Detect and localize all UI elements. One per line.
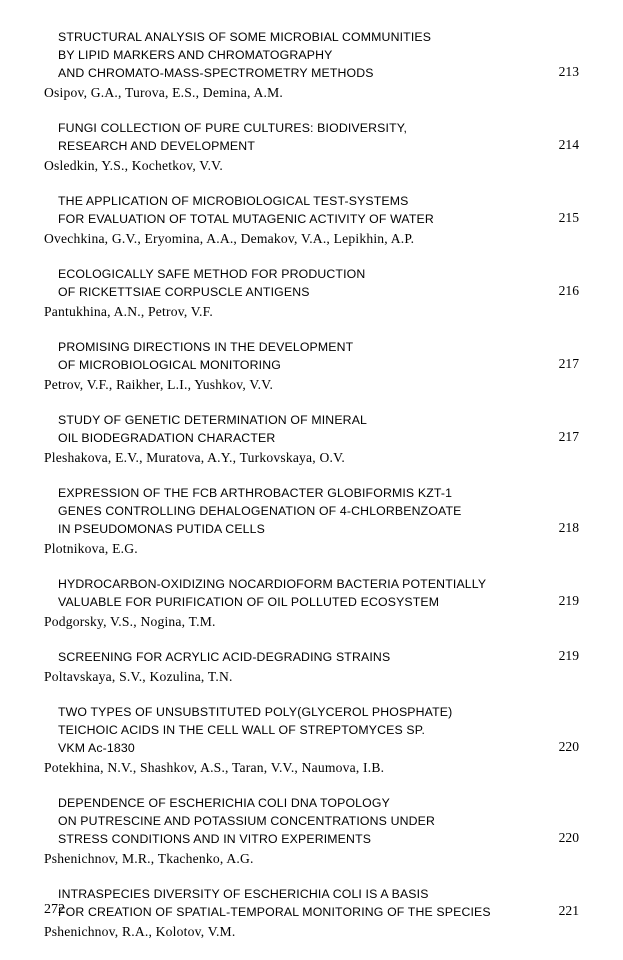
- toc-entry[interactable]: [44, 411, 579, 467]
- toc-entry-title-line: ECOLOGICALLY SAFE METHOD FOR PRODUCTION: [58, 267, 366, 281]
- toc-entry-page-number: 216: [558, 283, 579, 298]
- toc-entry-authors: Pleshakova, E.V., Muratova, A.Y., Turkovskaya, O.V.: [44, 450, 345, 465]
- toc-entry-authors: Potekhina, N.V., Shashkov, A.S., Taran, V.V., Naumova, I.B.: [44, 760, 385, 775]
- toc-entry-title: [44, 28, 579, 82]
- toc-entry-page-number: 214: [558, 137, 579, 152]
- toc-entry-page-number: 219: [558, 648, 579, 663]
- toc-entry[interactable]: [44, 885, 579, 941]
- toc-entry-page-number: 221: [558, 903, 579, 918]
- toc-entry-authors: Osipov, G.A., Turova, E.S., Demina, A.M.: [44, 85, 283, 100]
- toc-entry-page-number: 213: [558, 64, 579, 79]
- toc-entry-title-line: OIL BIODEGRADATION CHARACTER: [58, 431, 276, 445]
- toc-entry-title-line: THE APPLICATION OF MICROBIOLOGICAL TEST-SYSTEMS: [58, 194, 409, 208]
- toc-entry-title: [44, 484, 579, 538]
- toc-entry-title-line: VALUABLE FOR PURIFICATION OF OIL POLLUTED ECOSYSTEM: [58, 595, 440, 609]
- toc-entry-title: [44, 265, 579, 301]
- toc-entry[interactable]: [44, 703, 579, 777]
- toc-entry-title-line: FUNGI COLLECTION OF PURE CULTURES: BIODIVERSITY,: [58, 121, 408, 135]
- toc-entry-title: [44, 192, 579, 228]
- toc-entry-title-line: DEPENDENCE OF ESCHERICHIA COLI DNA TOPOLOGY: [58, 796, 390, 810]
- toc-entry-title: [44, 794, 579, 848]
- toc-entry-authors: Podgorsky, V.S., Nogina, T.M.: [44, 614, 216, 629]
- toc-entry-authors: Poltavskaya, S.V., Kozulina, T.N.: [44, 669, 233, 684]
- toc-entry[interactable]: [44, 192, 579, 248]
- toc-entry[interactable]: [44, 484, 579, 558]
- toc-entry-authors: Pantukhina, A.N., Petrov, V.F.: [44, 304, 213, 319]
- toc-entry[interactable]: [44, 265, 579, 321]
- toc-entry[interactable]: [44, 119, 579, 175]
- toc-entry-page-number: 219: [558, 593, 579, 608]
- toc-entry[interactable]: [44, 575, 579, 631]
- toc-entry-page-number: 220: [558, 830, 579, 845]
- toc-entry-title-line: PROMISING DIRECTIONS IN THE DEVELOPMENT: [58, 340, 354, 354]
- toc-entry-title: [44, 703, 579, 757]
- toc-entry-title-line: HYDROCARBON-OXIDIZING NOCARDIOFORM BACTERIA POTENTIALLY: [58, 577, 487, 591]
- toc-entry-title: [44, 338, 579, 374]
- toc-entry-authors: Plotnikova, E.G.: [44, 541, 138, 556]
- toc-entry-page-number: 215: [558, 210, 579, 225]
- toc-entry-authors: Pshenichnov, M.R., Tkachenko, A.G.: [44, 851, 254, 866]
- table-of-contents: [44, 28, 579, 941]
- toc-entry-title-line: FOR CREATION OF SPATIAL-TEMPORAL MONITORING OF THE SPECIES: [58, 905, 491, 919]
- toc-entry-title-line: STRUCTURAL ANALYSIS OF SOME MICROBIAL COMMUNITIES: [58, 30, 432, 44]
- toc-entry-title-line: IN PSEUDOMONAS PUTIDA CELLS: [58, 522, 265, 536]
- toc-entry-page-number: 217: [558, 429, 579, 444]
- toc-entry-title: [44, 411, 579, 447]
- toc-entry-authors: Ovechkina, G.V., Eryomina, A.A., Demakov, V.A., Lepikhin, A.P.: [44, 231, 415, 246]
- toc-entry-title-line: SCREENING FOR ACRYLIC ACID-DEGRADING STRAINS: [58, 650, 391, 664]
- toc-entry-title-line: STRESS CONDITIONS AND IN VITRO EXPERIMENTS: [58, 832, 372, 846]
- toc-entry[interactable]: [44, 338, 579, 394]
- toc-entry-title-line: RESEARCH AND DEVELOPMENT: [58, 139, 255, 153]
- toc-entry-title-line: FOR EVALUATION OF TOTAL MUTAGENIC ACTIVITY OF WATER: [58, 212, 434, 226]
- toc-entry[interactable]: [44, 648, 579, 686]
- toc-entry-title-line: TEICHOIC ACIDS IN THE CELL WALL OF STREPTOMYCES SP.: [58, 723, 426, 737]
- toc-entry-title-line: OF RICKETTSIAE CORPUSCLE ANTIGENS: [58, 285, 310, 299]
- toc-entry-authors: Osledkin, Y.S., Kochetkov, V.V.: [44, 158, 224, 173]
- toc-entry-title-line: BY LIPID MARKERS AND CHROMATOGRAPHY: [58, 48, 333, 62]
- toc-entry-title-line: EXPRESSION OF THE FCB ARTHROBACTER GLOBIFORMIS KZT-1: [58, 486, 453, 500]
- toc-entry-page-number: 220: [558, 739, 579, 754]
- toc-entry[interactable]: [44, 28, 579, 102]
- toc-entry-title-line: OF MICROBIOLOGICAL MONITORING: [58, 358, 281, 372]
- toc-entry-title: [44, 648, 579, 666]
- toc-entry-title-line: GENES CONTROLLING DEHALOGENATION OF 4-CHLORBENZOATE: [58, 504, 462, 518]
- toc-entry-title-line: AND CHROMATO-MASS-SPECTROMETRY METHODS: [58, 66, 374, 80]
- page-folio-number: 272: [44, 902, 65, 917]
- toc-entry-authors: Petrov, V.F., Raikher, L.I., Yushkov, V.V.: [44, 377, 274, 392]
- toc-entry-title: [44, 575, 579, 611]
- toc-entry-title-line: STUDY OF GENETIC DETERMINATION OF MINERAL: [58, 413, 368, 427]
- toc-entry-title-line: INTRASPECIES DIVERSITY OF ESCHERICHIA COLI IS A BASIS: [58, 887, 429, 901]
- toc-entry-title: [44, 119, 579, 155]
- toc-entry-authors: Pshenichnov, R.A., Kolotov, V.M.: [44, 924, 236, 939]
- toc-entry-title-line: TWO TYPES OF UNSUBSTITUTED POLY(GLYCEROL PHOSPHATE): [58, 705, 453, 719]
- toc-entry-title-line: ON PUTRESCINE AND POTASSIUM CONCENTRATIONS UNDER: [58, 814, 436, 828]
- toc-entry-page-number: 218: [558, 520, 579, 535]
- toc-entry[interactable]: [44, 794, 579, 868]
- toc-entry-title-line: VKM Ac-1830: [58, 741, 135, 755]
- toc-entry-page-number: 217: [558, 356, 579, 371]
- toc-entry-title: [44, 885, 579, 921]
